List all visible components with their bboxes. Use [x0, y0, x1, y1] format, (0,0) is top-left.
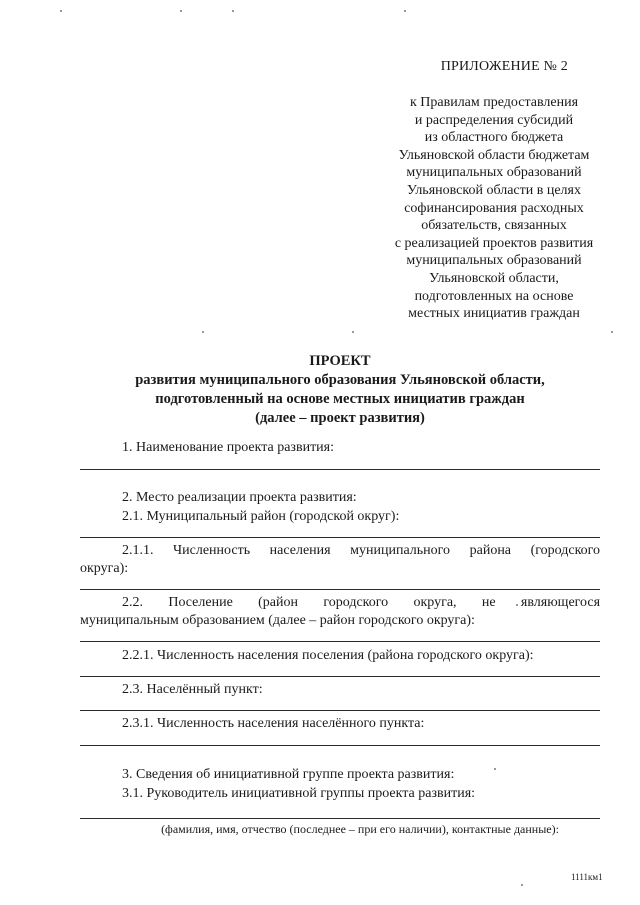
- word: населения: [269, 543, 331, 558]
- scan-speck: [232, 10, 234, 12]
- scan-speck: [352, 331, 354, 333]
- section-2-1-1-label: [122, 543, 600, 559]
- word: не: [481, 595, 496, 610]
- fill-line-group-leader: [80, 818, 600, 819]
- fill-line-district: [80, 537, 600, 538]
- appendix-line: Ульяновской области в целях: [406, 182, 581, 198]
- section-1-label: 1. Наименование проекта развития:: [122, 440, 335, 455]
- appendix-line: с реализацией проектов развития: [394, 235, 594, 251]
- fill-line-district-population: [80, 589, 600, 590]
- scan-speck: [180, 10, 182, 12]
- section-2-2-label: [122, 595, 600, 611]
- section-3-label: 3. Сведения об инициативной группе проекта развития:: [122, 767, 455, 782]
- word: Численность: [173, 543, 251, 558]
- appendix-title: ПРИЛОЖЕНИЕ № 2: [440, 59, 568, 74]
- word: округа,: [413, 595, 457, 610]
- scan-speck: [60, 10, 62, 12]
- appendix-line: подготовленных на основе: [414, 288, 574, 304]
- fill-line-settlement-population: [80, 676, 600, 677]
- scan-speck: [516, 604, 518, 606]
- word: 2.2.: [122, 595, 143, 610]
- word: района: [469, 543, 512, 558]
- word: являющегося: [520, 595, 601, 610]
- word: городского: [323, 595, 389, 610]
- heading-line: развития муниципального образования Ульяновской области,: [135, 372, 545, 388]
- appendix-line: муниципальных образований: [406, 165, 582, 181]
- heading-line: подготовленный на основе местных инициатив граждан: [155, 391, 525, 407]
- appendix-line: из областного бюджета: [424, 130, 564, 146]
- scan-speck: [494, 768, 496, 770]
- word: муниципального: [350, 543, 451, 558]
- section-2-label: 2. Место реализации проекта развития:: [122, 490, 357, 505]
- scan-speck: [404, 10, 406, 12]
- appendix-text: [378, 94, 610, 323]
- scan-speck: [611, 331, 613, 333]
- heading-title: ПРОЕКТ: [309, 353, 371, 369]
- scan-speck: [202, 331, 204, 333]
- word: (район: [258, 595, 298, 610]
- fill-line-settlement: [80, 641, 600, 642]
- word: (городского: [530, 543, 601, 558]
- fill-line-project-name: [80, 469, 600, 470]
- appendix-line: и распределения субсидий: [414, 112, 574, 128]
- section-3-1-label: 3.1. Руководитель инициативной группы проекта развития:: [122, 786, 476, 801]
- fill-line-locality: [80, 710, 600, 711]
- appendix-line: местных инициатив граждан: [408, 306, 580, 322]
- heading-line: (далее – проект развития): [255, 410, 425, 426]
- section-2-1-label: 2.1. Муниципальный район (городской округ):: [122, 509, 400, 524]
- section-2-2-1-label: 2.2.1. Численность населения поселения (района городского округа):: [122, 648, 534, 663]
- section-2-3-1-label: 2.3.1. Численность населения населённого пункта:: [122, 716, 425, 731]
- section-2-2-continuation: муниципальным образованием (далее – район городского округа):: [80, 613, 475, 628]
- appendix-line: Ульяновской области,: [429, 270, 559, 286]
- document-heading: [40, 352, 640, 428]
- appendix-line: Ульяновской области бюджетам: [398, 147, 590, 163]
- word: Поселение: [168, 595, 233, 610]
- appendix-line: к Правилам предоставления: [409, 95, 579, 110]
- section-2-3-label: 2.3. Населённый пункт:: [122, 682, 263, 697]
- page-stamp: 1111км1: [571, 872, 603, 882]
- fill-line-locality-population: [80, 745, 600, 746]
- word: 2.1.1.: [122, 543, 154, 558]
- appendix-line: муниципальных образований: [406, 253, 582, 269]
- fill-line-caption: (фамилия, имя, отчество (последнее – при его наличии), контактные данные):: [161, 822, 559, 836]
- appendix-line: софинансирования расходных: [404, 200, 584, 216]
- scan-speck: [521, 884, 523, 886]
- section-2-1-1-continuation: округа):: [80, 561, 129, 576]
- appendix-line: обязательств, связанных: [421, 218, 567, 234]
